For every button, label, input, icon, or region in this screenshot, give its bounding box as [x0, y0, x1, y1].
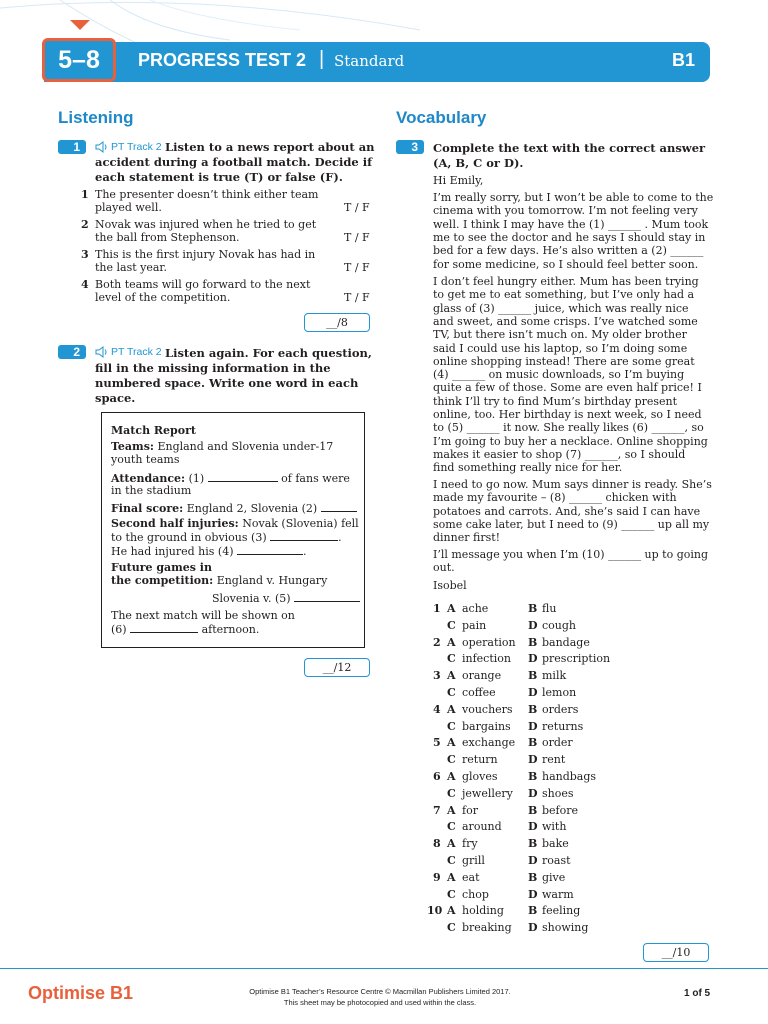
injuries-text: He had injured his (4) — [111, 545, 234, 558]
vocabulary-heading: Vocabulary — [396, 108, 487, 127]
option-letter: A — [447, 837, 456, 851]
score-box-exercise-2[interactable]: __/12 — [304, 658, 370, 677]
option-d[interactable]: cough — [542, 618, 576, 632]
option-letter: C — [447, 921, 456, 935]
option-letter: B — [528, 904, 538, 918]
option-b[interactable]: handbags — [542, 770, 597, 783]
option-c[interactable]: chop — [462, 887, 489, 901]
listening-heading: Listening — [58, 108, 134, 127]
option-c[interactable]: return — [462, 753, 498, 767]
item-number: 3 — [81, 248, 89, 261]
exercise-1-instruction: accident during a football match. Decide if — [95, 155, 373, 169]
test-subtitle: Standard — [334, 52, 405, 70]
letter-line: to get me to eat something, but I’ve only had a — [433, 288, 695, 302]
track-label-2: PT Track 2 — [111, 346, 162, 358]
option-letter: B — [528, 669, 538, 683]
statement-text: Both teams will go forward to the next — [95, 278, 311, 291]
test-title: PROGRESS TEST 2 — [138, 50, 307, 70]
letter-line: some cake later, but I need to (9) ______ up all my — [433, 517, 710, 531]
next-match-text: afternoon. — [201, 623, 260, 636]
marker-triangle — [70, 20, 90, 30]
option-letter: D — [528, 820, 538, 834]
future-games-text: England v. Hungary — [216, 574, 328, 587]
copyright-line: This sheet may be photocopied and used within the class. — [283, 998, 477, 1007]
option-c[interactable]: pain — [462, 618, 487, 632]
injuries-text: . — [338, 531, 342, 544]
option-letter: D — [528, 786, 538, 800]
true-false-choice[interactable]: T / F — [344, 261, 370, 274]
option-a[interactable]: holding — [462, 904, 504, 918]
score-box-exercise-3[interactable]: __/10 — [643, 943, 709, 962]
option-letter: D — [528, 652, 538, 666]
option-a[interactable]: vouchers — [462, 702, 513, 716]
next-match-text: The next match will be shown on — [111, 609, 295, 622]
teams-text: England and Slovenia under-17 — [157, 440, 334, 453]
letter-line: quite a few of those. Some are even half price! I — [433, 381, 702, 395]
true-false-choice[interactable]: T / F — [344, 231, 370, 244]
option-a[interactable]: fry — [462, 837, 478, 851]
injuries-line-2 — [111, 530, 342, 545]
option-b[interactable]: give — [542, 870, 566, 884]
option-c[interactable]: breaking — [462, 921, 512, 935]
letter-line: bed for a few days. He’s also written a (2) ______ — [433, 244, 704, 258]
option-d[interactable]: shoes — [542, 786, 574, 800]
question-number: 6 — [433, 770, 441, 783]
footer-rule — [0, 968, 768, 969]
option-b[interactable]: flu — [542, 602, 557, 615]
track-label-1: PT Track 2 — [111, 141, 162, 153]
letter-line: to (5) ______ it now. She really likes (6) ______, so — [433, 421, 704, 435]
gap-number: (1) — [188, 472, 205, 485]
injuries-line-3 — [111, 544, 307, 559]
option-letter: A — [447, 904, 456, 918]
future-games-line — [111, 574, 327, 588]
true-false-choice[interactable]: T / F — [344, 201, 370, 214]
exercise-3-instruction: Complete the text with the correct answer — [433, 141, 706, 155]
letter-signoff: Isobel — [433, 579, 467, 592]
exercise-3-number: 3 — [396, 140, 424, 154]
option-a[interactable]: exchange — [462, 736, 516, 750]
answer-gap-3[interactable] — [270, 530, 338, 541]
future-games-label: Future games in — [111, 561, 212, 574]
letter-greeting: Hi Emily, — [433, 174, 484, 187]
option-letter: C — [447, 854, 456, 867]
option-a[interactable]: gloves — [462, 770, 498, 783]
option-letter: C — [447, 820, 456, 834]
option-c[interactable]: jewellery — [462, 786, 513, 800]
letter-line: I need to go now. Mum says dinner is ready. She’s — [433, 478, 712, 491]
attendance-text: of fans were — [281, 472, 350, 485]
attendance-label: Attendance: — [111, 472, 186, 485]
question-number: 2 — [433, 635, 441, 649]
option-d[interactable]: rent — [542, 753, 566, 767]
option-d[interactable]: lemon — [542, 686, 577, 699]
option-c[interactable]: coffee — [462, 686, 496, 699]
final-score-text: England 2, Slovenia (2) — [186, 502, 318, 515]
option-c[interactable]: around — [462, 820, 502, 834]
answer-gap-2[interactable] — [321, 501, 357, 512]
letter-line: potatoes and carrots. And, she’s said I can have — [433, 504, 701, 518]
letter-line: out. — [433, 561, 455, 575]
exercise-2-number: 2 — [58, 345, 86, 359]
statement-text: This is the first injury Novak has had in — [95, 248, 316, 261]
option-a[interactable]: eat — [462, 870, 480, 884]
option-d[interactable]: returns — [542, 719, 584, 733]
option-a[interactable]: for — [462, 803, 478, 817]
option-a[interactable]: operation — [462, 635, 516, 649]
answer-gap-4[interactable] — [237, 544, 303, 555]
option-letter: D — [528, 921, 538, 935]
letter-line: online shopping instead! There are some great — [433, 354, 695, 368]
letter-line: dinner first! — [433, 531, 501, 545]
letter-line: made my favourite – (8) ______ chicken with — [433, 491, 677, 505]
option-letter: D — [528, 753, 538, 767]
option-letter: A — [447, 702, 456, 716]
true-false-choice[interactable]: T / F — [344, 291, 370, 304]
option-b[interactable]: before — [542, 803, 579, 817]
option-letter: C — [447, 786, 456, 800]
question-number: 8 — [433, 837, 441, 851]
exercise-2-instruction: fill in the missing information in the — [95, 361, 331, 375]
score-box-exercise-1[interactable]: __/8 — [304, 313, 370, 332]
final-score-label: Final score: — [111, 502, 184, 515]
injuries-text: . — [303, 545, 307, 558]
answer-gap-1[interactable] — [208, 471, 278, 482]
option-letter: A — [447, 669, 456, 683]
exercise-1-instruction: each statement is true (T) or false (F). — [95, 170, 343, 184]
level-label: B1 — [672, 50, 696, 70]
letter-line: I’m really sorry, but I won’t be able to come to the — [433, 191, 714, 204]
exercise-2-instruction: space. — [95, 391, 136, 405]
option-letter: C — [447, 652, 456, 666]
teams-text: youth teams — [111, 453, 180, 466]
injuries-label: Second half injuries: — [111, 517, 239, 530]
option-d[interactable]: roast — [542, 854, 571, 867]
item-number: 2 — [81, 218, 89, 231]
letter-line: find something really nice for her. — [433, 461, 623, 475]
letter-line: makes it easier to shop (7) ______, so I should — [433, 447, 686, 461]
letter-line: I’ll message you when I’m (10) ______ up to going — [433, 548, 709, 561]
option-c[interactable]: bargains — [462, 719, 511, 733]
answer-gap-6[interactable] — [130, 622, 198, 633]
option-letter: D — [528, 719, 538, 733]
option-letter: B — [528, 870, 538, 884]
answer-gap-5[interactable] — [294, 591, 360, 602]
option-letter: C — [447, 618, 456, 632]
exercise-1-number: 1 — [58, 140, 86, 154]
option-letter: B — [528, 702, 538, 716]
letter-line: said I could use his laptop, so I’m doing some — [433, 341, 688, 355]
unit-badge: 5–8 — [42, 38, 116, 82]
option-letter: C — [447, 887, 456, 901]
option-d[interactable]: prescription — [542, 652, 611, 666]
teams-line — [111, 440, 333, 454]
page-number: 1 of 5 — [684, 988, 711, 999]
letter-line: I’m going to buy her a necklace. Online shopping — [433, 434, 708, 448]
letter-line: glass of (3) ______ juice, which was really nice — [433, 301, 689, 315]
option-letter: D — [528, 854, 538, 867]
option-d[interactable]: showing — [542, 921, 589, 935]
brand-logo: Optimise B1 — [28, 983, 134, 1003]
speaker-icon — [95, 141, 109, 153]
letter-line: for some medicine, so I should feel better soon. — [433, 257, 699, 271]
option-letter: A — [447, 870, 456, 884]
injuries-line — [111, 517, 359, 531]
letter-line: well. I think I may have the (1) ______ . Mum took — [433, 217, 709, 231]
question-number: 9 — [433, 870, 441, 884]
option-c[interactable]: grill — [462, 854, 485, 867]
option-letter: A — [447, 602, 456, 615]
option-letter: B — [528, 602, 538, 615]
exercise-3-instruction: (A, B, C or D). — [433, 156, 524, 170]
statement-text: The presenter doesn’t think either team — [95, 188, 319, 201]
option-letter: D — [528, 686, 538, 699]
statement-text: the ball from Stephenson. — [95, 231, 240, 244]
item-number: 4 — [81, 278, 89, 291]
item-number: 1 — [81, 188, 89, 201]
option-b[interactable]: bandage — [542, 635, 590, 649]
letter-line: TV, but there isn’t much on. My older brother — [433, 328, 687, 342]
option-letter: B — [528, 803, 538, 817]
match-report-title: Match Report — [111, 424, 196, 437]
future-games-label: the competition: — [111, 574, 214, 587]
option-a[interactable]: ache — [462, 602, 489, 615]
letter-line: (4) ______ on music downloads, so I’m buying — [433, 368, 685, 382]
option-letter: B — [528, 837, 538, 851]
title-separator: | — [319, 48, 325, 70]
option-d[interactable]: with — [542, 820, 567, 834]
option-letter: C — [447, 719, 456, 733]
option-letter: D — [528, 887, 538, 901]
option-letter: C — [447, 753, 456, 767]
question-number: 10 — [427, 904, 443, 918]
option-b[interactable]: milk — [542, 669, 567, 683]
option-b[interactable]: bake — [542, 837, 569, 851]
option-letter: B — [528, 736, 538, 750]
statement-text: played well. — [95, 201, 162, 214]
injuries-text: Novak (Slovenia) fell — [242, 517, 359, 530]
option-c[interactable]: infection — [462, 652, 511, 666]
letter-line: and sweet, and some crisps. I’ve watched some — [433, 314, 698, 328]
attendance-text: in the stadium — [111, 484, 192, 497]
option-letter: B — [528, 770, 538, 783]
injuries-text: to the ground in obvious (3) — [111, 531, 267, 544]
statement-text: the last year. — [95, 261, 167, 274]
letter-line: online, too. Her birthday is next week, so I need — [433, 408, 702, 421]
speaker-icon — [95, 346, 109, 358]
statement-text: Novak was injured when he tried to get — [95, 218, 317, 231]
letter-line: me to see the doctor and he says I should stay in — [433, 230, 706, 244]
exercise-2-instruction: numbered space. Write one word in each — [95, 376, 359, 390]
exercise-1-instruction: Listen to a news report about an — [165, 140, 375, 154]
letter-line: I don’t feel hungry either. Mum has been trying — [433, 275, 699, 288]
gap-number: (6) — [111, 623, 127, 636]
statement-text: level of the competition. — [95, 291, 231, 304]
option-letter: B — [528, 635, 538, 649]
option-letter: A — [447, 635, 456, 649]
question-number: 3 — [433, 669, 441, 683]
future-games-text: Slovenia v. (5) — [212, 592, 291, 605]
exercise-2-instruction: Listen again. For each question, — [165, 346, 372, 360]
next-match-line-2 — [111, 622, 259, 637]
question-number: 1 — [433, 602, 441, 615]
question-number: 7 — [433, 803, 441, 817]
option-letter: A — [447, 770, 456, 783]
copyright-line: Optimise B1 Teacher’s Resource Centre © Macmillan Publishers Limited 2017. — [249, 987, 511, 996]
copyright-notice — [210, 986, 550, 1008]
option-b[interactable]: feeling — [542, 904, 581, 918]
option-d[interactable]: warm — [542, 887, 574, 901]
option-letter: A — [447, 736, 456, 750]
option-letter: A — [447, 803, 456, 817]
future-games-line-2 — [212, 591, 360, 606]
option-b[interactable]: order — [542, 736, 573, 750]
option-b[interactable]: orders — [542, 702, 579, 716]
option-letter: D — [528, 618, 538, 632]
option-letter: C — [447, 686, 456, 699]
final-score-line — [111, 501, 357, 516]
teams-label: Teams: — [111, 440, 154, 453]
option-a[interactable]: orange — [462, 669, 502, 683]
letter-line: cinema with you tomorrow. I’m not feeling very — [433, 204, 698, 218]
letter-line: think I’ll try to find Mum’s birthday present — [433, 394, 678, 408]
question-number: 4 — [433, 702, 441, 716]
question-number: 5 — [433, 736, 441, 750]
